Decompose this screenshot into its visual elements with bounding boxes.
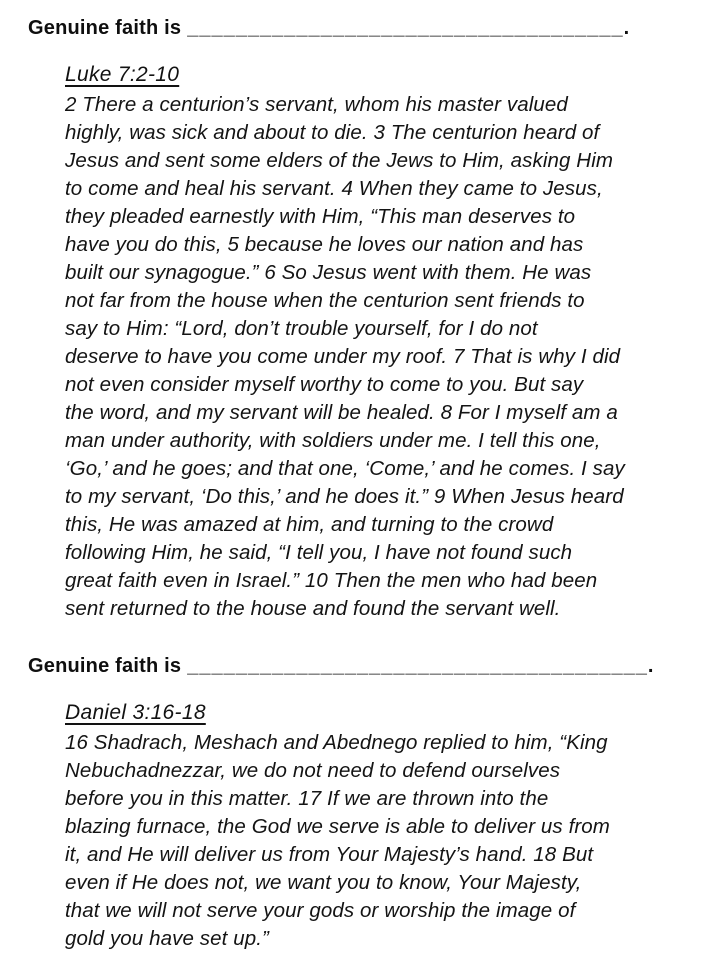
passage-line: even if He does not, we want you to know, Your Majesty, — [65, 871, 582, 894]
answer-blank: ____________________________________ — [187, 17, 624, 39]
prompt-period: . — [623, 17, 630, 39]
prompt-period: . — [647, 655, 654, 677]
passage-line: Nebuchadnezzar, we do not need to defend ourselves — [65, 759, 561, 782]
prompt-label: Genuine faith is — [28, 17, 182, 39]
answer-blank: ______________________________________ — [187, 655, 648, 677]
scripture-passage — [65, 729, 694, 953]
passage-line: following Him, he said, “I tell you, I have not found such — [65, 541, 573, 564]
passage-line: ‘Go,’ and he goes; and that one, ‘Come,’ and he comes. I say — [65, 457, 625, 480]
passage-line: man under authority, with soldiers under me. I tell this one, — [65, 429, 601, 452]
passage-line: to my servant, ‘Do this,’ and he does it.” 9 When Jesus heard — [65, 485, 624, 508]
passage-line: it, and He will deliver us from Your Majesty’s hand. 18 But — [65, 843, 594, 866]
passage-line: blazing furnace, the God we serve is able to deliver us from — [65, 815, 610, 838]
passage-line: the word, and my servant will be healed. 8 For I myself am a — [65, 401, 618, 424]
scripture-section — [65, 61, 694, 623]
scripture-section — [65, 699, 694, 953]
fill-in-blank-prompt — [28, 15, 694, 41]
passage-line: Jesus and sent some elders of the Jews to Him, asking Him — [65, 149, 614, 172]
fill-in-blank-prompt — [28, 653, 694, 679]
passage-line: they pleaded earnestly with Him, “This man deserves to — [65, 205, 576, 228]
scripture-reference: Daniel 3:16-18 — [65, 701, 206, 724]
prompt-label: Genuine faith is — [28, 655, 182, 677]
passage-line: highly, was sick and about to die. 3 The centurion heard of — [65, 121, 600, 144]
passage-line: built our synagogue.” 6 So Jesus went with them. He was — [65, 261, 592, 284]
passage-line: that we will not serve your gods or worship the image of — [65, 899, 576, 922]
passage-line: not far from the house when the centurion sent friends to — [65, 289, 585, 312]
passage-line: have you do this, 5 because he loves our nation and has — [65, 233, 584, 256]
passage-line: 2 There a centurion’s servant, whom his master valued — [65, 93, 568, 116]
passage-line: 16 Shadrach, Meshach and Abednego replied to him, “King — [65, 731, 608, 754]
section-luke — [28, 15, 694, 623]
passage-line: gold you have set up.” — [65, 927, 269, 950]
passage-line: before you in this matter. 17 If we are thrown into the — [65, 787, 549, 810]
passage-line: this, He was amazed at him, and turning to the crowd — [65, 513, 554, 536]
scripture-reference: Luke 7:2-10 — [65, 63, 180, 86]
section-daniel — [28, 653, 694, 953]
passage-line: great faith even in Israel.” 10 Then the men who had been — [65, 569, 598, 592]
passage-line: not even consider myself worthy to come to you. But say — [65, 373, 584, 396]
passage-line: deserve to have you come under my roof. 7 That is why I did — [65, 345, 621, 368]
passage-line: to come and heal his servant. 4 When they came to Jesus, — [65, 177, 603, 200]
scripture-passage — [65, 91, 694, 623]
passage-line: sent returned to the house and found the servant well. — [65, 597, 561, 620]
passage-line: say to Him: “Lord, don’t trouble yourself, for I do not — [65, 317, 538, 340]
